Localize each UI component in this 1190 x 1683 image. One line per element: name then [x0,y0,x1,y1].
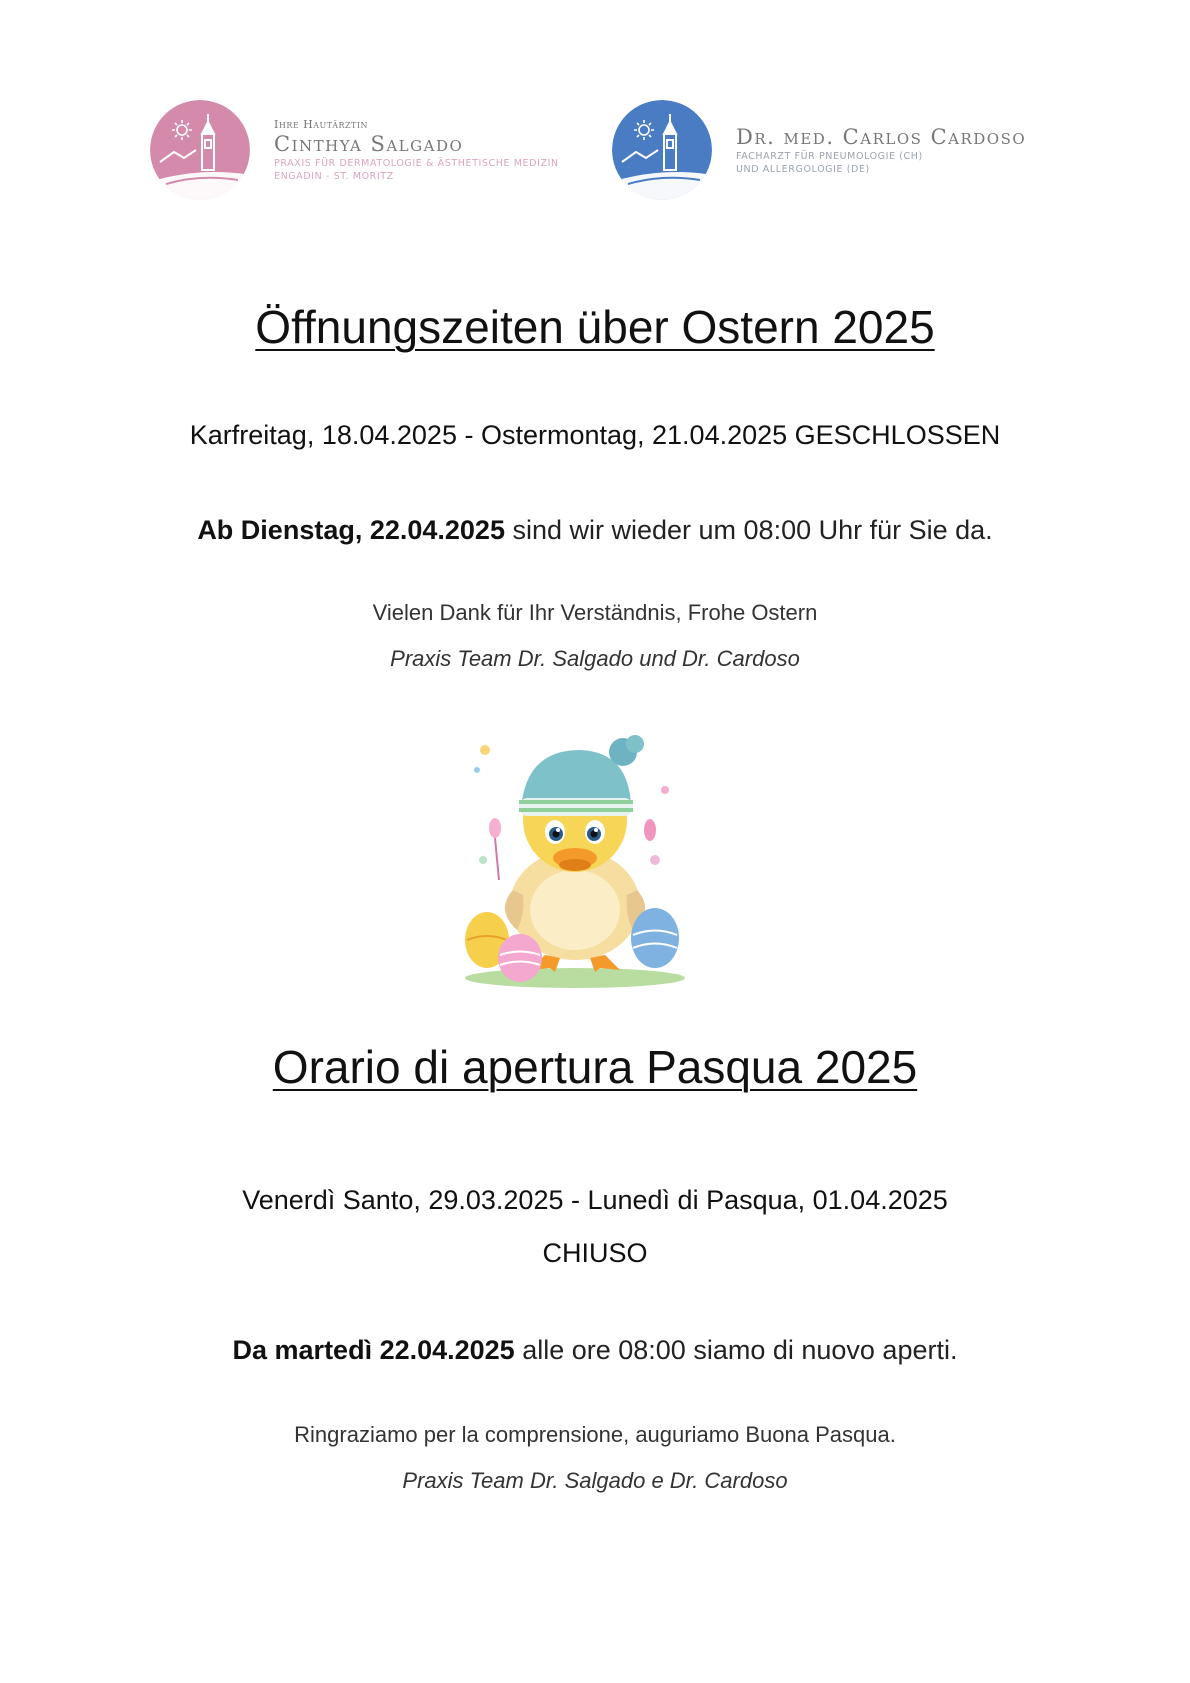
logo-sub1: PRAXIS FÜR DERMATOLOGIE & ÄSTHETISCHE MEDIZIN [274,157,559,169]
logo-salgado-text [274,118,559,183]
italian-reopen-date: Da martedì 22.04.2025 [232,1335,515,1365]
logo-cardoso [612,100,1026,200]
italian-closed-label: CHIUSO [542,1238,648,1268]
german-thanks: Vielen Dank für Ihr Verständnis, Frohe Ostern [372,600,818,625]
logo-sub2: ENGADIN - ST. MORITZ [274,170,394,182]
duckling-icon [455,710,695,1000]
logo-name: Cinthya Salgado [274,131,464,156]
logo-name: Dr. med. Carlos Cardoso [736,125,1027,149]
italian-thanks: Ringraziamo per la comprensione, auguriamo Buona Pasqua. [294,1422,896,1447]
italian-title: Orario di apertura Pasqua 2025 [272,1041,918,1093]
logo-kicker: Ihre Hautärztin [274,117,369,131]
logo-cardoso-text [736,124,1026,176]
german-reopen-text: sind wir wieder um 08:00 Uhr für Sie da. [504,515,993,545]
church-tower-icon-pink [150,100,250,200]
logo-sub1: FACHARZT FÜR PNEUMOLOGIE (CH) [736,151,923,162]
german-reopen-line [0,515,1190,546]
german-closed-dates: Karfreitag, 18.04.2025 - Ostermontag, 21.04.2025 GESCHLOSSEN [189,420,1001,450]
church-tower-icon-blue [612,100,712,200]
italian-closed-dates: Venerdì Santo, 29.03.2025 - Lunedì di Pasqua, 01.04.2025 [242,1185,948,1215]
german-title: Öffnungszeiten über Ostern 2025 [255,301,935,353]
logo-sub2: UND ALLERGOLOGIE (DE) [736,164,870,175]
italian-reopen-text: alle ore 08:00 siamo di nuovo aperti. [514,1335,958,1365]
german-team-signature: Praxis Team Dr. Salgado und Dr. Cardoso [390,646,800,671]
header [0,100,1190,210]
easter-duckling-illustration [455,710,695,1000]
german-reopen-date: Ab Dienstag, 22.04.2025 [197,515,505,545]
logo-salgado [150,100,559,200]
italian-reopen-line [0,1335,1190,1366]
italian-team-signature: Praxis Team Dr. Salgado e Dr. Cardoso [402,1468,788,1493]
